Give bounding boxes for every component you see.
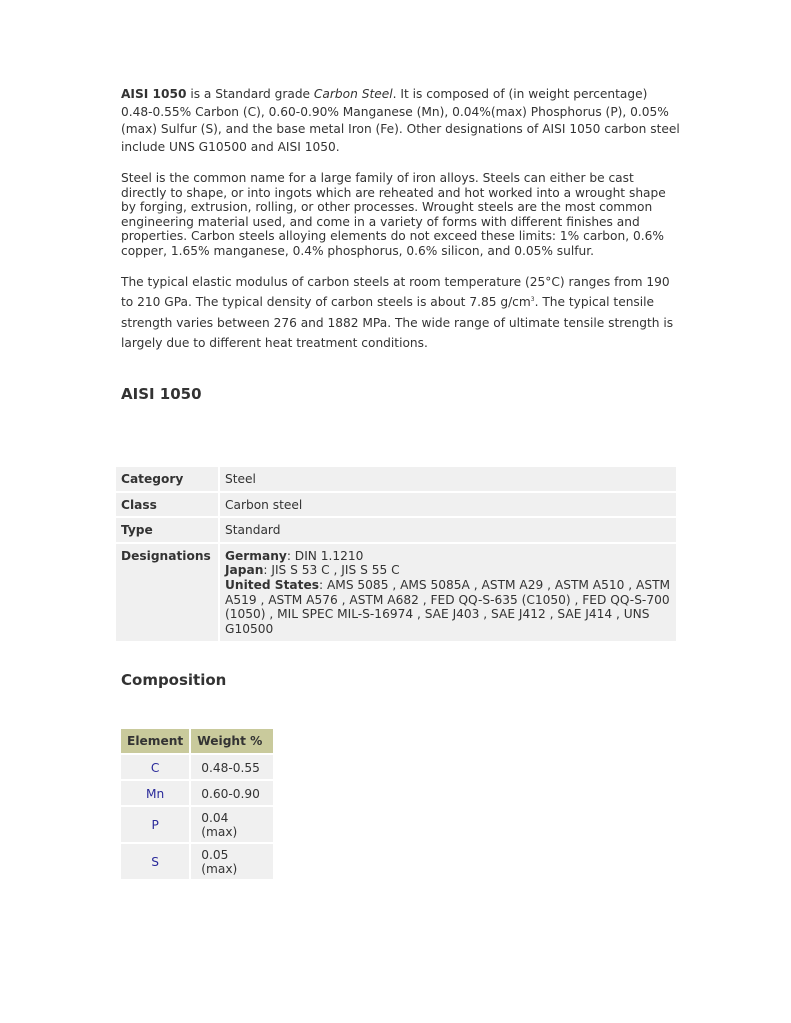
intro-text-a: is a Standard grade [186,87,314,101]
grade-name: AISI 1050 [121,87,187,101]
germany-label: Germany [225,548,287,563]
element-cell: S [121,844,191,881]
weight-cell: 0.04 (max) [191,807,273,844]
element-cell: Mn [121,781,191,807]
composition-table [121,729,273,881]
superscript-3: 3 [530,296,535,303]
designations-value [220,544,676,642]
table-row [116,518,676,544]
weight-cell: 0.05 (max) [191,844,273,881]
table-row [116,467,676,493]
table-row [116,544,676,642]
type-value: Standard [220,518,676,544]
weight-cell: 0.60-0.90 [191,781,273,807]
intro-text-b: . It is composed of (in weight percentage) 0.48-0.55% Carbon (C), 0.60-0.90% Manganese (Mn), 0.04%(max) Phosphorus (P), 0.05%(max) Sulfur (S), and the base metal Iron (Fe). Other designations of AISI 1050 carbon steel include UNS G10500 and AISI 1050. [121,87,680,154]
table-row [121,781,273,807]
element-cell: C [121,755,191,781]
us-value: : AMS 5085 , AMS 5085A , ASTM A29 , ASTM A510 , ASTM A519 , ASTM A576 , ASTM A682 , FED QQ-S-635 (C1050) , FED QQ-S-700 (1050) , MIL SPEC MIL-S-16974 , SAE J403 , SAE J412 , SAE J414 , UNS G10500 [225,577,671,636]
modulus-paragraph [121,272,681,354]
weight-column-header: Weight % [191,729,273,755]
us-label: United States [225,577,319,592]
class-label: Class [116,493,220,519]
material-name: Carbon Steel [313,87,393,101]
element-column-header: Element [121,729,191,755]
category-value: Steel [220,467,676,493]
designations-label: Designations [116,544,220,642]
table-row [121,844,273,881]
modulus-text-b: . The typical tensile strength varies between 276 and 1882 MPa. The wide range of ultimate tensile strength is largely due to different heat treatment conditions. [121,295,674,351]
modulus-text-a: The typical elastic modulus of carbon steels at room temperature (25°C) ranges from 190 to 210 GPa. The typical density of carbon steels is about 7.85 g/cm [121,274,670,310]
article-body [121,86,681,403]
section-title: AISI 1050 [121,384,202,403]
germany-value: : DIN 1.1210 [286,548,364,563]
type-label: Type [116,518,220,544]
properties-table [116,467,676,641]
class-value: Carbon steel [220,493,676,519]
composition-title: Composition [121,671,227,689]
intro-paragraph [121,86,681,156]
japan-label: Japan [225,563,264,578]
japan-value: : JIS S 53 C , JIS S 55 C [263,563,400,578]
steel-description-paragraph: Steel is the common name for a large family of iron alloys. Steels can either be cast directly to shape, or into ingots which are reheated and hot worked into a wrought shape by forging, extrusion, rolling, or other processes. Wrought steels are the most common engineering material used, and come in a variety of forms with different finishes and properties. Carbon steels alloying elements do not exceed these limits: 1% carbon, 0.6% copper, 1.65% manganese, 0.4% phosphorus, 0.6% silicon, and 0.05% sulfur. [121,171,666,258]
composition-header-row [121,729,273,755]
category-label: Category [116,467,220,493]
weight-cell: 0.48-0.55 [191,755,273,781]
table-row [121,807,273,844]
element-cell: P [121,807,191,844]
table-row [121,755,273,781]
table-row [116,493,676,519]
